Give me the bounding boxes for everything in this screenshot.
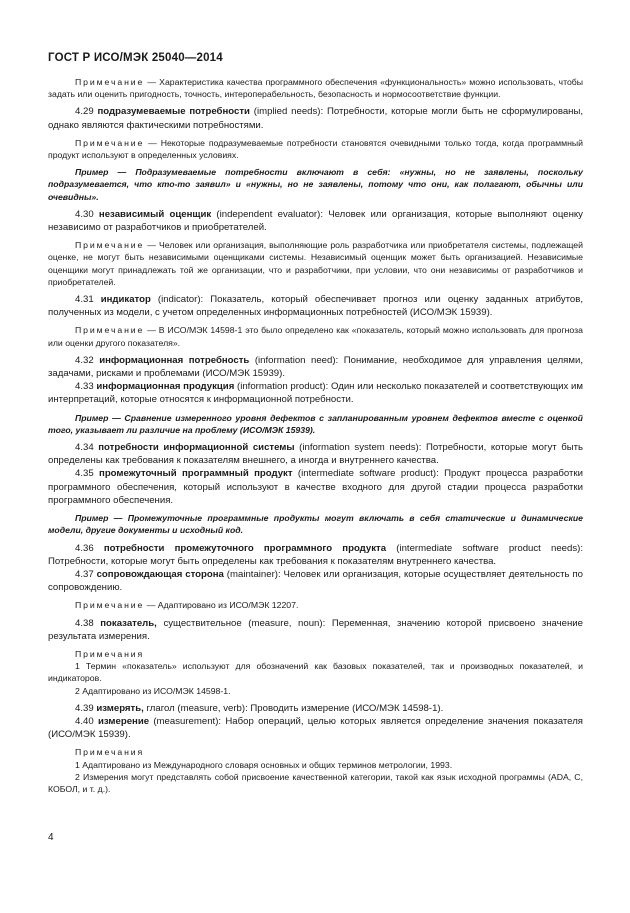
note-4-40-item-1: 1 Адаптировано из Международного словаря основных и общих терминов метрологии, 1993. [75, 759, 453, 770]
notes-4-38-label: Примечания [75, 648, 145, 659]
note-label: Примечание [75, 77, 145, 87]
term-definition: (maintainer): Человек или организация, которые осуществляет деятельность по сопровождению. [48, 568, 583, 594]
note-4-30 [48, 239, 583, 288]
term-4-35 [48, 467, 583, 507]
term-4-33 [48, 380, 583, 406]
term-4-38 [48, 617, 583, 643]
term-definition: (intermediate software product needs): Потребности, которые могут быть определены как требования к показателям внутреннего качества. [48, 542, 583, 567]
note-4-40-item-2: 2 Измерения могут представлять собой присвоение качественной категории, такой как язык исходной программы (ADA, C, КОБОЛ, и т. д.). [48, 771, 583, 794]
term-title: потребности информационной системы [98, 442, 295, 454]
term-4-40 [48, 715, 583, 741]
term-title: независимый оценщик [98, 208, 212, 220]
term-definition: глагол (measure, verb): Проводить измерение (ИСО/МЭК 14598-1). [143, 702, 444, 714]
term-number: 4.35 [75, 468, 100, 480]
term-number: 4.38 [75, 617, 101, 629]
term-number: 4.30 [75, 208, 99, 220]
note-4-38-item-1: 1 Термин «показатель» используют для обозначений как базовых показателей, так и производных показателей, и индикаторов. [48, 661, 583, 684]
term-definition: (information product): Один или несколько показателей и соответствующих им интерпретаций, которые относятся к информационной потребности. [48, 381, 583, 406]
term-4-30 [48, 208, 583, 234]
term-4-37 [48, 568, 583, 594]
term-number: 4.29 [75, 106, 98, 118]
note-label: Примечание [75, 137, 145, 148]
term-number: 4.33 [75, 381, 97, 393]
term-number: 4.32 [75, 354, 100, 366]
term-title: промежуточный программный продукт [99, 468, 293, 480]
note-label: Примечание [75, 600, 145, 611]
term-definition: (implied needs): Потребности, которые могли быть не сформулированы, однако являются фактическими потребностями. [48, 106, 584, 131]
term-number: 4.39 [75, 702, 97, 714]
note-text: — В ИСО/МЭК 14598-1 это было определено как «показатель, который можно использовать для прогноза или оценки другого показателя». [48, 325, 583, 348]
example-4-33: Пример — Сравнение измеренного уровня дефектов с запланированным уровнем дефектов вместе с оценкой того, указывает ли различие на проблему (ИСО/МЭК 15939). [48, 412, 583, 435]
term-title: информационная потребность [99, 354, 250, 366]
term-number: 4.31 [75, 294, 101, 306]
note-text: — Характеристика качества программного обеспечения «функциональность» можно использовать, чтобы задать или оценить пригодность, точность, интероперабельность, безопасность и нормосоответствие функции. [48, 77, 583, 100]
note-4-31 [48, 324, 583, 348]
example-4-29: Пример — Подразумеваемые потребности включают в себя: «нужны, но не заявлены, поскольку подразумевается, что кто-то заявил» и «нужны, но не заявлены, потому что они, как полагают, обычны или очевидны». [48, 167, 583, 202]
term-definition: (intermediate software product): Продукт процесса разработки программного обеспечения, который используют в качестве входного для другой стадии процесса разработки программного обеспечения. [48, 468, 583, 506]
note-text: — Человек или организация, выполняющие роль разработчика или приобретателя системы, подлежащей оценке, не могут быть независимыми оценщиками системы. Независимый оценщик может быть организацией. Независимые оценщики могут принадлежать той же организации, что и разработчики, при условии, что они независимы от разработчиков и приобретателей. [48, 240, 583, 287]
term-number: 4.36 [75, 542, 104, 554]
term-definition: (independent evaluator): Человек или организация, которые выполняют оценку независимо от разработчиков и приобретателей. [48, 208, 583, 234]
term-number: 4.34 [75, 442, 99, 454]
term-definition: (information system needs): Потребности, которые могут быть определены как требования к показателям внешнего, а иногда и внутреннего качества. [48, 442, 584, 467]
term-4-31 [48, 293, 583, 319]
term-title: подразумеваемые потребности [97, 106, 250, 118]
term-4-36 [48, 542, 583, 568]
note-functionality [48, 76, 583, 100]
term-number: 4.40 [75, 715, 98, 727]
document-body [48, 76, 583, 795]
page-number: 4 [48, 832, 54, 843]
term-4-32 [48, 354, 583, 380]
example-4-35: Пример — Промежуточные программные продукты могут включать в себя статические и динамические модели, другие документы и исходный код. [48, 513, 583, 536]
term-definition: (measurement): Набор операций, целью которых является определение значения показателя (ИСО/МЭК 15939). [48, 715, 583, 741]
term-definition: (indicator): Показатель, который обеспечивает прогноз или оценку заданных атрибутов, полученных из модели, с учетом определенных информационных потребностей (ИСО/МЭК 15939). [48, 294, 583, 319]
term-number: 4.37 [75, 568, 97, 580]
term-title: измерять, [96, 702, 144, 714]
note-4-29 [48, 137, 583, 161]
note-text: — Некоторые подразумеваемые потребности становятся очевидными только тогда, когда программный продукт используют в определенных условиях. [48, 137, 583, 161]
term-definition: существительное (measure, noun): Переменная, значению которой присвоено значение результата измерения. [48, 617, 583, 642]
note-label: Примечание [75, 240, 145, 251]
term-title: показатель, [100, 617, 157, 629]
term-title: потребности промежуточного программного продукта [103, 542, 387, 554]
note-4-37 [48, 599, 583, 611]
term-title: сопровождающая сторона [96, 568, 224, 580]
notes-4-40-label: Примечания [75, 747, 145, 758]
note-4-38-item-2: 2 Адаптировано из ИСО/МЭК 14598-1. [75, 685, 231, 696]
term-4-29 [48, 105, 583, 131]
term-4-34 [48, 441, 583, 467]
note-text: — Адаптировано из ИСО/МЭК 12207. [144, 600, 299, 611]
term-definition: (information need): Понимание, необходимое для управления целями, задачами, рисками и проблемами (ИСО/МЭК 15939). [48, 354, 583, 380]
term-title: измерение [97, 715, 150, 727]
note-label: Примечание [75, 325, 145, 336]
term-4-39 [48, 702, 583, 715]
term-title: информационная продукция [96, 381, 235, 393]
term-title: индикатор [100, 294, 151, 306]
document-header: ГОСТ Р ИСО/МЭК 25040—2014 [48, 52, 223, 64]
